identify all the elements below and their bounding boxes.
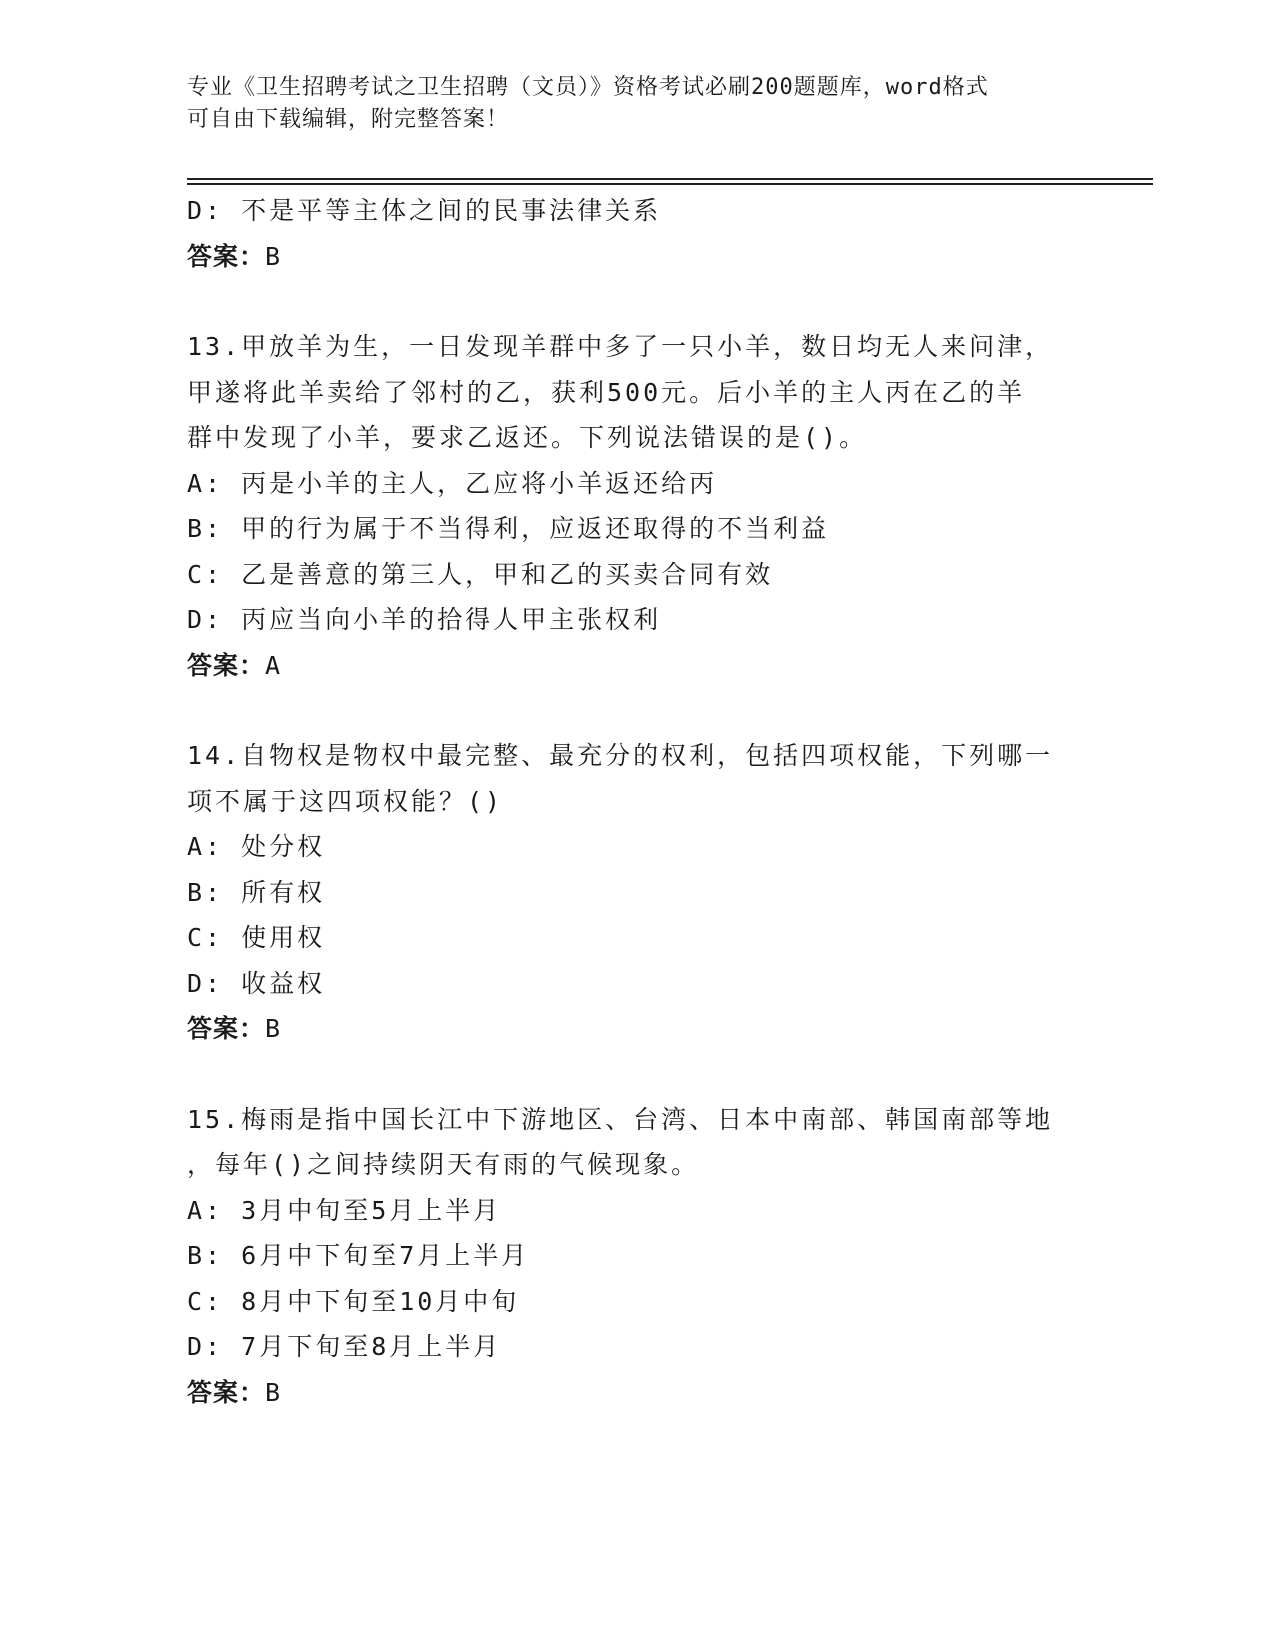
question-stem-line: 14.自物权是物权中最完整、最充分的权利，包括四项权能，下列哪一 [187, 741, 1054, 770]
question-stem-line: 项不属于这四项权能？() [187, 786, 504, 816]
question-stem-line: 群中发现了小羊，要求乙返还。下列说法错误的是()。 [187, 423, 868, 452]
spacer [187, 688, 1087, 733]
header-divider-top [187, 178, 1153, 180]
answer-label: 答案： [187, 241, 266, 271]
document-header [187, 72, 1067, 136]
question-content [187, 188, 1087, 1415]
header-line-2: 可自由下载编辑，附完整答案！ [187, 107, 510, 132]
option-d: D: 不是平等主体之间的民事法律关系 [187, 196, 662, 225]
option-d: D: 7月下旬至8月上半月 [187, 1332, 502, 1361]
question-15 [187, 1097, 1087, 1416]
answer-line [187, 234, 1087, 280]
answer-value: B [265, 241, 282, 271]
question-stem-line: 13.甲放羊为生，一日发现羊群中多了一只小羊，数日均无人来问津， [187, 332, 1054, 361]
spacer [187, 1052, 1087, 1097]
header-divider-bottom [187, 183, 1153, 185]
option-a: A: 3月中旬至5月上半月 [187, 1195, 502, 1225]
question-stem-line: 15.梅雨是指中国长江中下游地区、台湾、日本中南部、韩国南部等地 [187, 1104, 1054, 1134]
option-b: B: 甲的行为属于不当得利，应返还取得的不当利益 [187, 514, 830, 543]
question-14 [187, 733, 1087, 1052]
answer-value: B [265, 1377, 282, 1407]
answer-label: 答案： [187, 1014, 266, 1043]
option-c: C: 乙是善意的第三人，甲和乙的买卖合同有效 [187, 559, 774, 589]
option-c: C: 使用权 [187, 923, 326, 952]
option-d: D: 丙应当向小羊的拾得人甲主张权利 [187, 605, 662, 634]
option-d: D: 收益权 [187, 968, 326, 998]
question-stem-line: 甲遂将此羊卖给了邻村的乙，获利500元。后小羊的主人丙在乙的羊 [187, 377, 1026, 407]
question-13 [187, 324, 1087, 688]
question-stem-line: ，每年()之间持续阴天有雨的气候现象。 [187, 1150, 700, 1179]
spacer [187, 279, 1087, 324]
option-b: B: 所有权 [187, 877, 326, 907]
answer-value: A [265, 650, 282, 680]
answer-value: B [265, 1014, 282, 1043]
answer-line [187, 643, 1087, 689]
option-a: A: 处分权 [187, 832, 326, 861]
header-line-1: 专业《卫生招聘考试之卫生招聘（文员）》资格考试必刷200题题库，word格式 [187, 75, 989, 100]
answer-label: 答案： [187, 650, 266, 680]
answer-line [187, 1006, 1087, 1052]
option-a: A: 丙是小羊的主人，乙应将小羊返还给丙 [187, 468, 718, 498]
option-c: C: 8月中下旬至10月中旬 [187, 1286, 520, 1316]
option-b: B: 6月中下旬至7月上半月 [187, 1241, 530, 1270]
answer-line [187, 1370, 1087, 1416]
answer-label: 答案： [187, 1377, 266, 1407]
